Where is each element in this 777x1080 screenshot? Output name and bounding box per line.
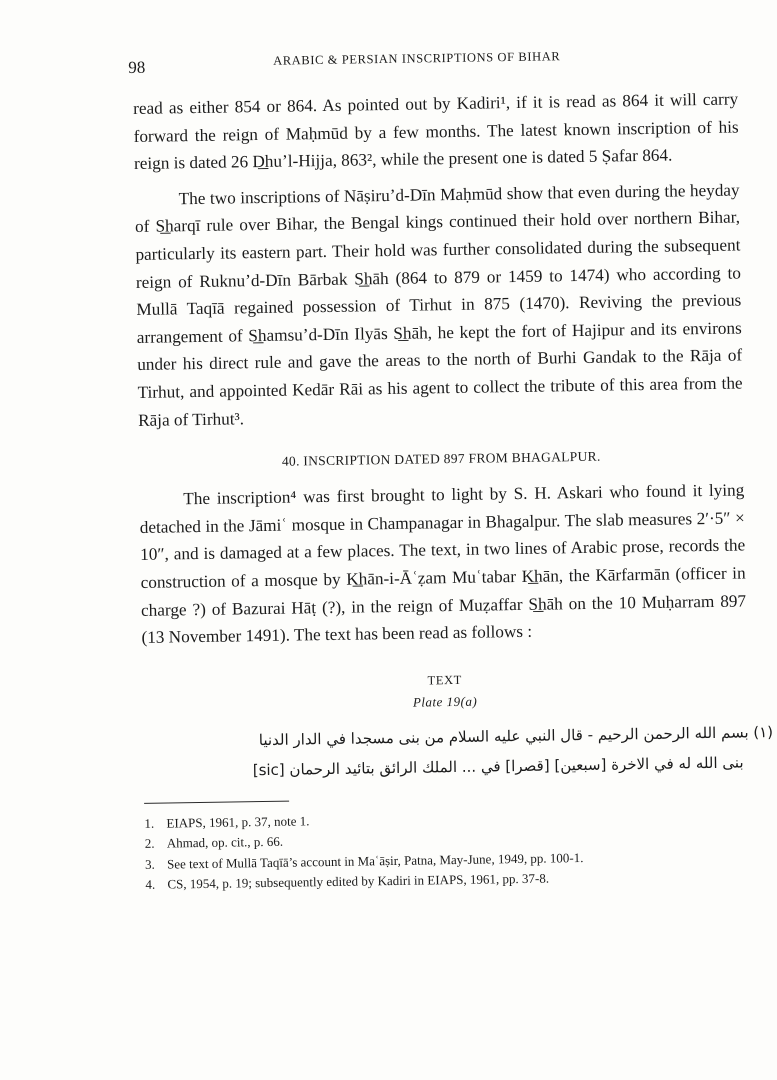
footnotes [144, 804, 750, 895]
page-header [128, 41, 728, 80]
paragraph-nasiru-din: The two inscriptions of Nāṣiru’d-Dīn Maḥmūd show that even during the heyday of S͟harqī rule over Bihar, the Bengal kings continued their hold over northern Bihar, particularly its eastern part. Their hold was further consolidated during the subsequent reign of Ruknu’d-Dīn Bārbak S͟hāh (864 to 879 or 1459 to 1474) who according to Mullā Taqīā regained possession of Tirhut in 875 (1470). Reviving the previous arrangement of S͟hamsu’d-Dīn Ilyās S͟hāh, he kept the fort of Hajipur and its environs under his direct rule and gave the areas to the north of Burhi Gandak to the Rāja of Tirhut, and appointed Kedār Rāi as his agent to collect the tribute of this area from the Rāja of Tirhut³. [134, 180, 743, 430]
page-number: 98 [128, 57, 146, 77]
text-heading: TEXT [427, 672, 463, 688]
arabic-line-2: بنى الله له في الاخرة [سبعين] [قصرا] في ... الملك الرائق بتائيد الرحمان [sic] [252, 753, 744, 779]
arabic-inscription-text [133, 717, 774, 787]
footnote: 4. CS, 1954, p. 19; subsequently edited by Kadiri in EIAPS, 1961, pp. 37-8. [145, 870, 550, 893]
paragraph-inscription: The inscription⁴ was first brought to light by S. H. Askari who found it lying detached in the Jāmiʿ mosque in Champanagar in Bhagalpur. The slab measures 2′·5″ × 10″, and is damaged at a few places. The text, in two lines of Arabic prose, records the construction of a mosque by K͟hān-i-Āʿẓam Muʿtabar K͟hān, the Kārfarmān (officer in charge ?) of Bazurai Hāṭ (?), in the reign of Muẓaffar S͟hāh on the 10 Muḥarram 897 (13 November 1491). The text has been read as follows : [139, 480, 747, 648]
plate-label: Plate 19(a) [412, 693, 478, 710]
page-body [133, 85, 774, 895]
footnote-rule [144, 800, 289, 803]
running-title: ARABIC & PERSIAN INSCRIPTIONS OF BIHAR [273, 49, 561, 68]
footnote: 2. Ahmad, op. cit., p. 66. [144, 833, 284, 852]
footnote: 3. See text of Mullā Taqīā’s account in Maʿāṣir, Patna, May-June, 1949, pp. 100-1. [144, 849, 584, 872]
section-heading: 40. INSCRIPTION DATED 897 FROM BHAGALPUR. [281, 448, 601, 469]
arabic-line-1: (١) بسم الله الرحمن الرحيم - قال النبي عليه السلام من بنى مسجدا في الدار الدنيا [258, 722, 774, 749]
paragraph-continued: read as either 854 or 864. As pointed out by Kadiri¹, if it is read as 864 it will carry forward the reign of Maḥmūd by a few months. The latest known inscription of his reign is dated 26 D͟hu’l-Hijja, 863², while the present one is dated 5 Ṣafar 864. [133, 89, 739, 174]
footnote: 1. EIAPS, 1961, p. 37, note 1. [144, 813, 310, 831]
